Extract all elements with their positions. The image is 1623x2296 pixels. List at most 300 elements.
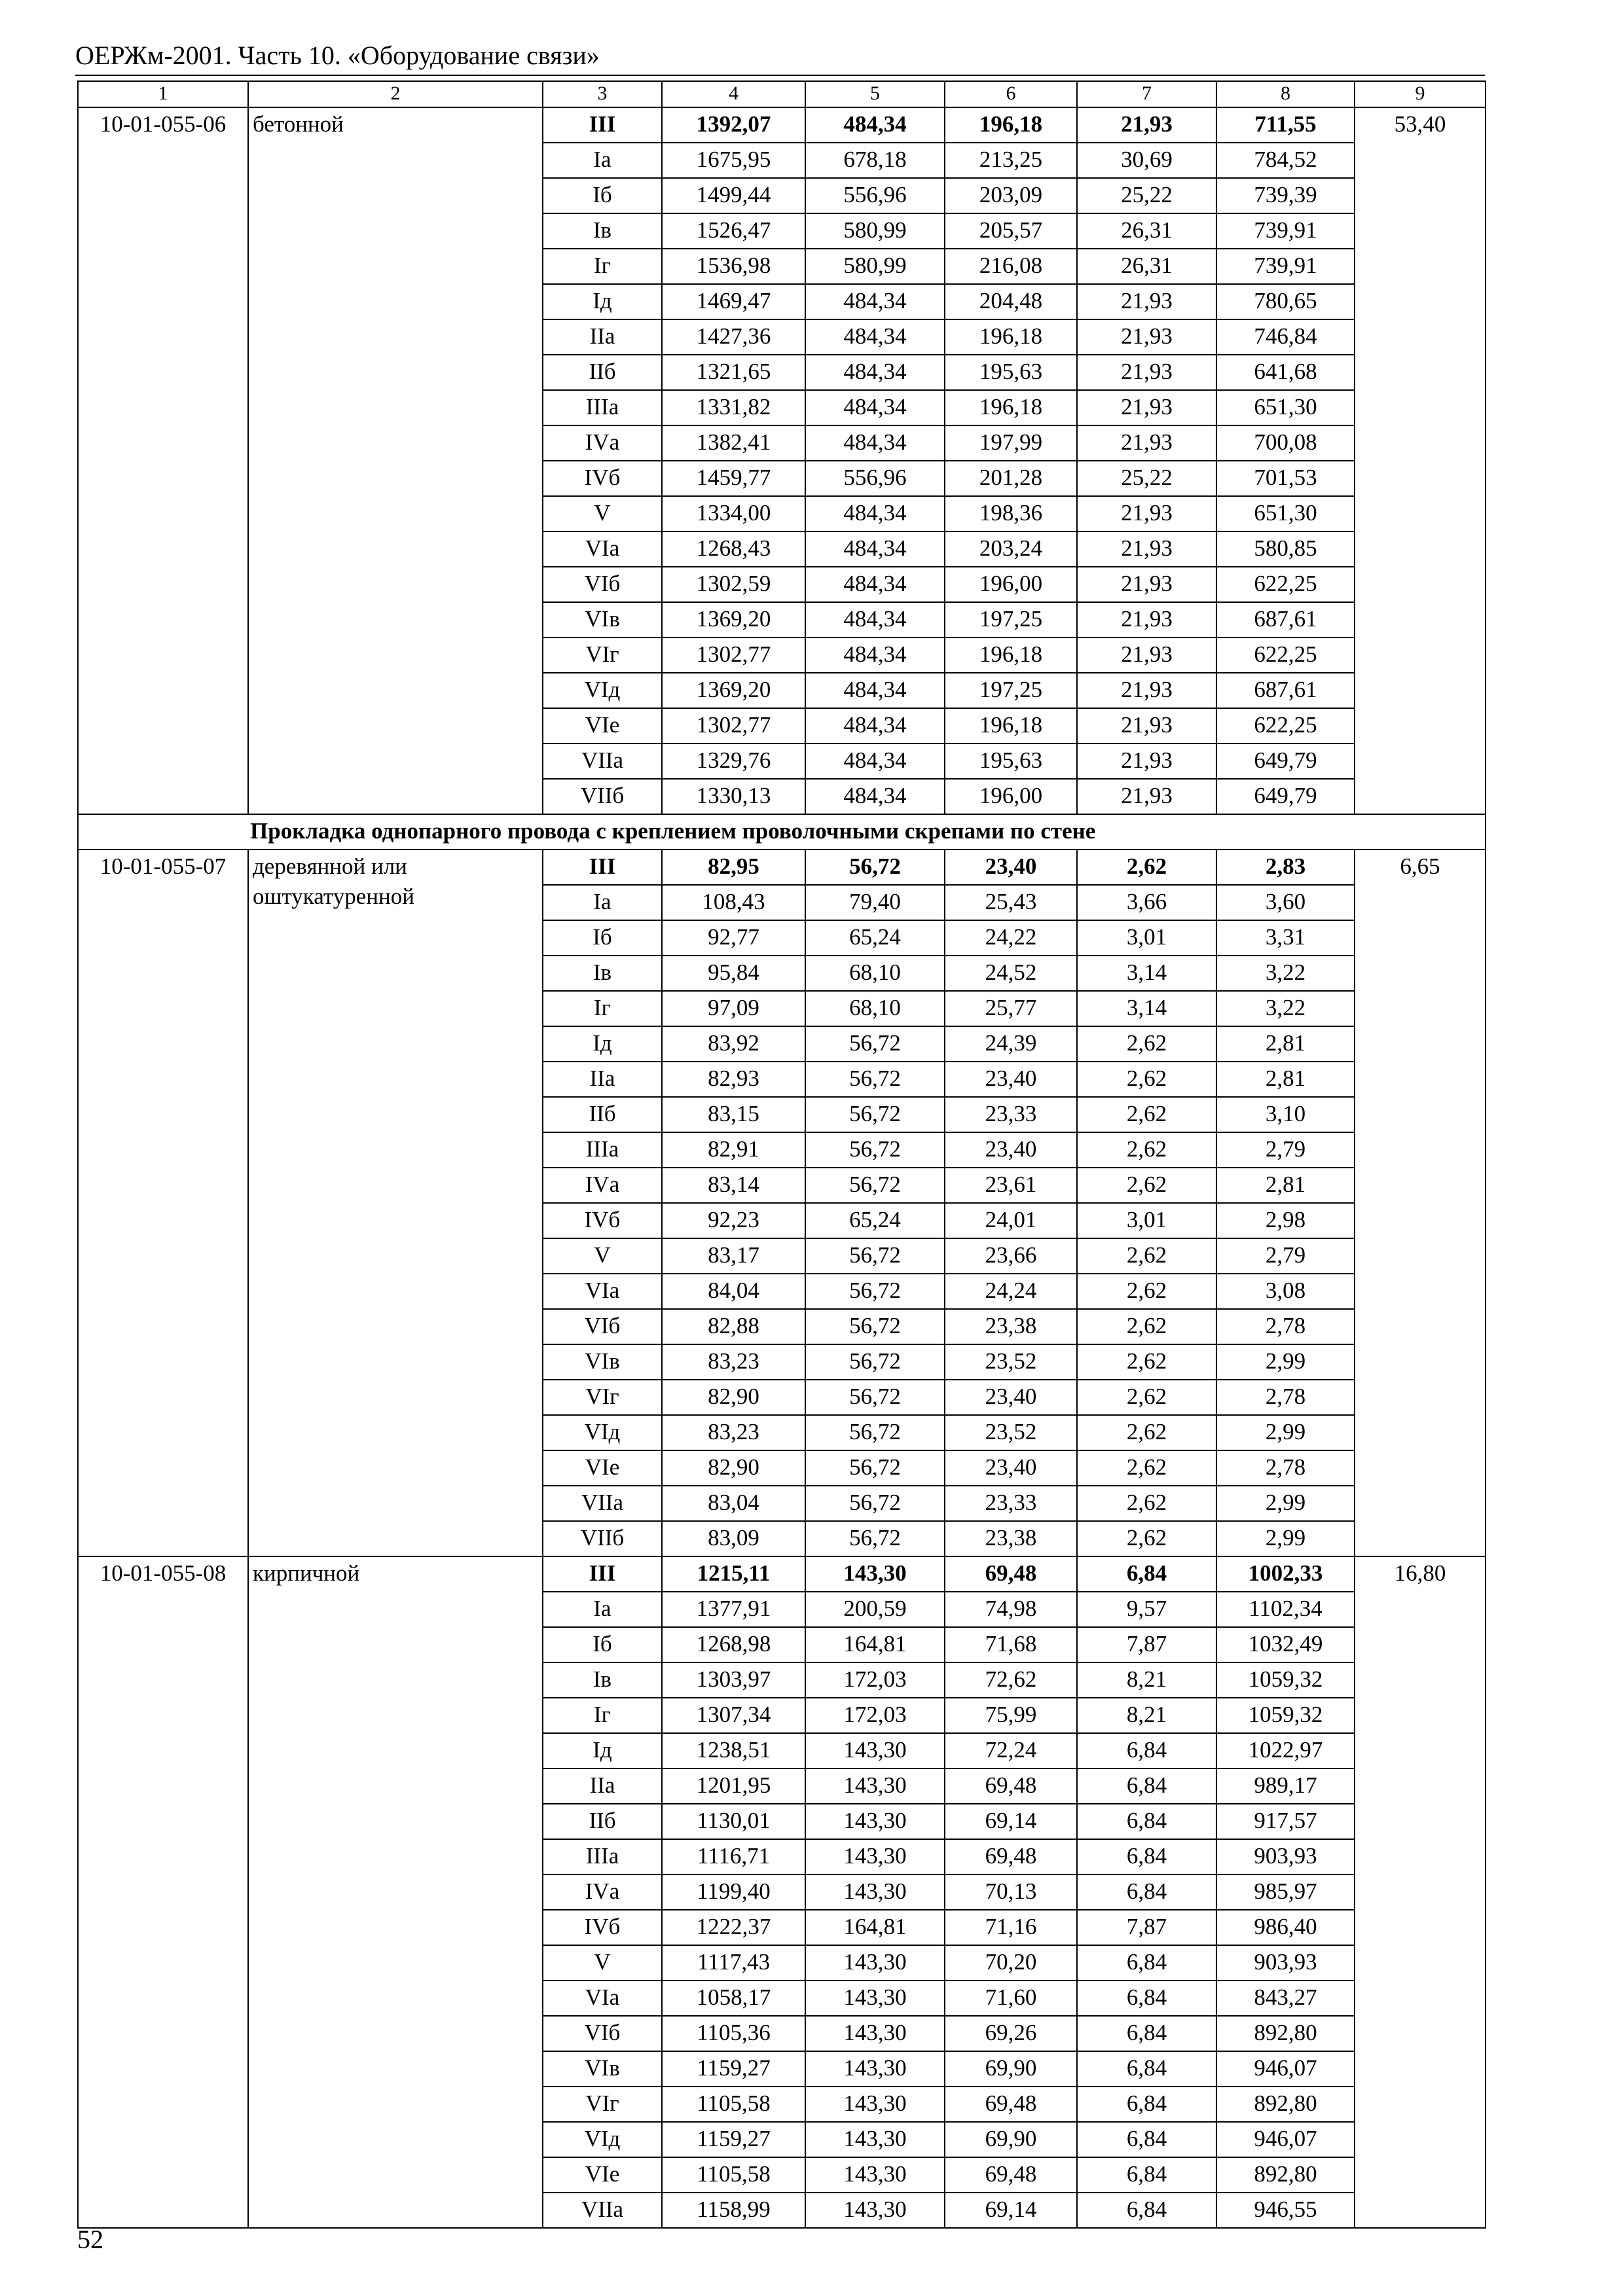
value-col4: 1238,51 [662,1733,805,1768]
region-code: IIIа [543,390,662,425]
value-col4: 1334,00 [662,496,805,531]
value-col8: 700,08 [1216,425,1355,461]
value-col6: 201,28 [945,461,1077,496]
value-col8: 3,60 [1216,885,1355,920]
value-col8: 892,80 [1216,2157,1355,2193]
value-col6: 196,00 [945,567,1077,602]
value-col5: 484,34 [805,355,945,390]
region-code: VIе [543,2157,662,2193]
region-code: VIе [543,708,662,744]
value-col7: 21,93 [1077,496,1216,531]
value-col6: 23,33 [945,1486,1077,1521]
value-col4: 1058,17 [662,1981,805,2016]
region-code: IVб [543,461,662,496]
value-col7: 26,31 [1077,249,1216,284]
section-heading-row [78,814,1486,850]
value-col8: 622,25 [1216,637,1355,673]
value-col7: 2,62 [1077,1238,1216,1274]
value-col6: 71,16 [945,1910,1077,1945]
region-code: Iд [543,284,662,319]
value-col8: 651,30 [1216,496,1355,531]
value-col5: 580,99 [805,249,945,284]
value-col6: 195,63 [945,744,1077,779]
region-code: III [543,850,662,885]
value-col6: 71,68 [945,1627,1077,1662]
value-col5: 200,59 [805,1592,945,1627]
value-col5: 484,34 [805,779,945,814]
region-code: IIIа [543,1132,662,1168]
value-col5: 143,30 [805,2051,945,2087]
value-col8: 3,22 [1216,956,1355,991]
value-col5: 68,10 [805,991,945,1026]
column-number-row [78,81,1486,107]
region-code: IIIа [543,1839,662,1874]
value-col7: 26,31 [1077,213,1216,249]
value-col4: 1117,43 [662,1945,805,1981]
value-col7: 2,62 [1077,1132,1216,1168]
table-body [78,81,1486,2228]
value-col6: 25,77 [945,991,1077,1026]
value-col8: 892,80 [1216,2087,1355,2122]
value-col5: 56,72 [805,1238,945,1274]
value-col5: 143,30 [805,1981,945,2016]
value-col5: 143,30 [805,2122,945,2157]
value-col7: 2,62 [1077,1521,1216,1556]
item-code: 10-01-055-07 [78,850,248,1556]
value-col4: 1469,47 [662,284,805,319]
value-col7: 2,62 [1077,1415,1216,1450]
value-col4: 83,09 [662,1521,805,1556]
value-col8: 946,07 [1216,2051,1355,2087]
value-col7: 6,84 [1077,1804,1216,1839]
value-col4: 1105,36 [662,2016,805,2051]
region-code: III [543,107,662,143]
value-col7: 21,93 [1077,779,1216,814]
region-code: IIа [543,1768,662,1804]
value-col4: 83,17 [662,1238,805,1274]
value-col8: 3,31 [1216,920,1355,956]
value-col5: 484,34 [805,107,945,143]
value-col6: 198,36 [945,496,1077,531]
region-code: VIв [543,2051,662,2087]
value-col4: 1302,77 [662,637,805,673]
value-col7: 6,84 [1077,1556,1216,1592]
value-col5: 484,34 [805,390,945,425]
value-col6: 196,18 [945,390,1077,425]
value-col8: 892,80 [1216,2016,1355,2051]
value-col6: 70,20 [945,1945,1077,1981]
value-col6: 70,13 [945,1874,1077,1910]
value-col7: 2,62 [1077,1097,1216,1132]
value-col4: 95,84 [662,956,805,991]
value-col5: 56,72 [805,1168,945,1203]
value-col7: 8,21 [1077,1662,1216,1698]
region-code: VIIб [543,779,662,814]
value-col4: 1307,34 [662,1698,805,1733]
value-col6: 203,24 [945,531,1077,567]
value-col8: 2,81 [1216,1062,1355,1097]
value-col6: 23,61 [945,1168,1077,1203]
value-col4: 83,04 [662,1486,805,1521]
value-col5: 143,30 [805,1768,945,1804]
value-col8: 2,78 [1216,1450,1355,1486]
region-code: IVа [543,1168,662,1203]
value-col7: 21,93 [1077,355,1216,390]
value-col6: 69,48 [945,1768,1077,1804]
value-col4: 1427,36 [662,319,805,355]
value-col4: 82,95 [662,850,805,885]
value-col4: 83,23 [662,1344,805,1380]
value-col7: 3,14 [1077,991,1216,1026]
value-col4: 97,09 [662,991,805,1026]
region-code: VIIа [543,1486,662,1521]
value-col6: 69,48 [945,1839,1077,1874]
region-code: VIIб [543,1521,662,1556]
value-col8: 2,99 [1216,1521,1355,1556]
value-col5: 164,81 [805,1910,945,1945]
value-col5: 678,18 [805,143,945,178]
region-code: VIб [543,567,662,602]
value-col6: 69,14 [945,1804,1077,1839]
value-col7: 6,84 [1077,2051,1216,2087]
value-col4: 1215,11 [662,1556,805,1592]
value-col5: 484,34 [805,744,945,779]
value-col6: 23,40 [945,1062,1077,1097]
value-col6: 23,66 [945,1238,1077,1274]
table-row [78,107,1486,143]
value-col5: 484,34 [805,496,945,531]
value-col7: 2,62 [1077,1450,1216,1486]
region-code: Iд [543,1026,662,1062]
header-rule [75,75,1485,76]
region-code: III [543,1556,662,1592]
value-col6: 23,40 [945,1380,1077,1415]
table-row [78,1556,1486,1592]
value-col4: 84,04 [662,1274,805,1309]
region-code: IIб [543,1097,662,1132]
region-code: Iб [543,1627,662,1662]
value-col8: 903,93 [1216,1839,1355,1874]
value-col6: 196,00 [945,779,1077,814]
value-col4: 1499,44 [662,178,805,213]
region-code: IVа [543,1874,662,1910]
column-number: 1 [78,81,248,107]
value-col8: 2,99 [1216,1344,1355,1380]
value-col8: 739,39 [1216,178,1355,213]
value-col5: 56,72 [805,1450,945,1486]
value-col5: 56,72 [805,1521,945,1556]
value-col6: 25,43 [945,885,1077,920]
value-col5: 56,72 [805,1097,945,1132]
value-col7: 6,84 [1077,2122,1216,2157]
value-col8: 711,55 [1216,107,1355,143]
value-col5: 164,81 [805,1627,945,1662]
value-col7: 6,84 [1077,1874,1216,1910]
value-col7: 2,62 [1077,1274,1216,1309]
value-col7: 6,84 [1077,2193,1216,2228]
item-code: 10-01-055-06 [78,107,248,814]
value-col6: 203,09 [945,178,1077,213]
value-col4: 1268,98 [662,1627,805,1662]
value-col8: 2,81 [1216,1168,1355,1203]
region-code: VIг [543,2087,662,2122]
value-col7: 2,62 [1077,1486,1216,1521]
value-col7: 21,93 [1077,531,1216,567]
item-code: 10-01-055-08 [78,1556,248,2228]
value-col5: 143,30 [805,1839,945,1874]
value-col9: 16,80 [1355,1556,1486,2228]
value-col8: 2,98 [1216,1203,1355,1238]
value-col7: 6,84 [1077,1945,1216,1981]
value-col8: 2,99 [1216,1415,1355,1450]
value-col4: 1302,77 [662,708,805,744]
value-col7: 21,93 [1077,708,1216,744]
column-number: 9 [1355,81,1486,107]
value-col6: 24,24 [945,1274,1077,1309]
value-col4: 1392,07 [662,107,805,143]
value-col8: 1102,34 [1216,1592,1355,1627]
value-col5: 172,03 [805,1698,945,1733]
value-col7: 7,87 [1077,1910,1216,1945]
value-col5: 484,34 [805,708,945,744]
value-col8: 1022,97 [1216,1733,1355,1768]
value-col6: 204,48 [945,284,1077,319]
value-col8: 2,83 [1216,850,1355,885]
page-header: ОЕРЖм-2001. Часть 10. «Оборудование связи» [75,41,600,70]
value-col6: 197,99 [945,425,1077,461]
value-col5: 484,34 [805,319,945,355]
item-name: деревянной или оштукатуренной [248,850,543,1556]
region-code: IIа [543,1062,662,1097]
value-col7: 2,62 [1077,1380,1216,1415]
value-col6: 213,25 [945,143,1077,178]
value-col6: 72,24 [945,1733,1077,1768]
region-code: VIа [543,531,662,567]
value-col6: 23,38 [945,1309,1077,1344]
value-col6: 24,39 [945,1026,1077,1062]
value-col4: 1116,71 [662,1839,805,1874]
region-code: Iд [543,1733,662,1768]
value-col4: 92,77 [662,920,805,956]
item-name: бетонной [248,107,543,814]
value-col5: 484,34 [805,425,945,461]
section-title: Прокладка однопарного провода с креплением проволочными скрепами по стене [78,814,1486,850]
value-col4: 82,90 [662,1380,805,1415]
value-col5: 484,34 [805,602,945,637]
value-col6: 71,60 [945,1981,1077,2016]
value-col7: 6,84 [1077,2016,1216,2051]
value-col5: 56,72 [805,1309,945,1344]
value-col6: 23,40 [945,850,1077,885]
value-col8: 2,79 [1216,1238,1355,1274]
value-col4: 83,23 [662,1415,805,1450]
region-code: Iг [543,249,662,284]
region-code: Iа [543,885,662,920]
value-col4: 1459,77 [662,461,805,496]
value-col5: 56,72 [805,1380,945,1415]
value-col5: 556,96 [805,461,945,496]
value-col6: 196,18 [945,708,1077,744]
column-number: 3 [543,81,662,107]
value-col8: 746,84 [1216,319,1355,355]
value-col8: 739,91 [1216,249,1355,284]
value-col6: 197,25 [945,602,1077,637]
value-col6: 74,98 [945,1592,1077,1627]
column-number: 2 [248,81,543,107]
value-col5: 56,72 [805,1344,945,1380]
value-col5: 556,96 [805,178,945,213]
value-col4: 1130,01 [662,1804,805,1839]
value-col7: 21,93 [1077,284,1216,319]
table-row [78,850,1486,885]
value-col4: 1303,97 [662,1662,805,1698]
value-col6: 23,40 [945,1132,1077,1168]
region-code: VIд [543,673,662,708]
region-code: Iа [543,143,662,178]
region-code: IVб [543,1203,662,1238]
region-code: VIв [543,1344,662,1380]
value-col7: 21,93 [1077,637,1216,673]
value-col6: 23,40 [945,1450,1077,1486]
value-col4: 1382,41 [662,425,805,461]
value-col5: 65,24 [805,920,945,956]
region-code: V [543,1945,662,1981]
region-code: Iв [543,213,662,249]
value-col7: 2,62 [1077,1309,1216,1344]
value-col7: 21,93 [1077,567,1216,602]
value-col5: 56,72 [805,1486,945,1521]
value-col8: 780,65 [1216,284,1355,319]
value-col8: 701,53 [1216,461,1355,496]
page-number: 52 [77,2225,103,2254]
column-number: 6 [945,81,1077,107]
value-col6: 23,38 [945,1521,1077,1556]
value-col8: 917,57 [1216,1804,1355,1839]
value-col6: 23,33 [945,1097,1077,1132]
value-col8: 903,93 [1216,1945,1355,1981]
value-col7: 3,01 [1077,1203,1216,1238]
value-col6: 69,48 [945,2157,1077,2193]
value-col6: 23,52 [945,1344,1077,1380]
value-col6: 196,18 [945,319,1077,355]
value-col5: 143,30 [805,2016,945,2051]
value-col8: 3,22 [1216,991,1355,1026]
value-col8: 649,79 [1216,744,1355,779]
value-col8: 843,27 [1216,1981,1355,2016]
value-col8: 986,40 [1216,1910,1355,1945]
value-col7: 21,93 [1077,673,1216,708]
value-col5: 56,72 [805,1026,945,1062]
value-col6: 23,52 [945,1415,1077,1450]
region-code: VIд [543,2122,662,2157]
value-col8: 2,99 [1216,1486,1355,1521]
value-col6: 24,01 [945,1203,1077,1238]
value-col7: 9,57 [1077,1592,1216,1627]
value-col6: 69,14 [945,2193,1077,2228]
region-code: Iв [543,956,662,991]
region-code: VIг [543,1380,662,1415]
value-col4: 1201,95 [662,1768,805,1804]
region-code: Iб [543,920,662,956]
value-col7: 6,84 [1077,2157,1216,2193]
value-col4: 1199,40 [662,1874,805,1910]
value-col6: 216,08 [945,249,1077,284]
value-col5: 143,30 [805,1556,945,1592]
value-col5: 56,72 [805,1062,945,1097]
value-col7: 30,69 [1077,143,1216,178]
value-col4: 1105,58 [662,2157,805,2193]
value-col8: 739,91 [1216,213,1355,249]
value-col4: 83,15 [662,1097,805,1132]
value-col4: 83,14 [662,1168,805,1203]
value-col4: 1369,20 [662,602,805,637]
value-col4: 1321,65 [662,355,805,390]
value-col7: 21,93 [1077,107,1216,143]
value-col4: 1526,47 [662,213,805,249]
value-col7: 6,84 [1077,1981,1216,2016]
value-col7: 2,62 [1077,850,1216,885]
value-col8: 2,78 [1216,1380,1355,1415]
value-col9: 53,40 [1355,107,1486,814]
value-col6: 196,18 [945,107,1077,143]
value-col4: 1222,37 [662,1910,805,1945]
value-col8: 622,25 [1216,708,1355,744]
value-col5: 65,24 [805,1203,945,1238]
value-col5: 143,30 [805,2087,945,2122]
value-col5: 143,30 [805,1945,945,1981]
region-code: Iа [543,1592,662,1627]
region-code: VIв [543,602,662,637]
value-col6: 75,99 [945,1698,1077,1733]
value-col6: 197,25 [945,673,1077,708]
value-col7: 2,62 [1077,1026,1216,1062]
value-col4: 1331,82 [662,390,805,425]
value-col6: 24,22 [945,920,1077,956]
value-col7: 6,84 [1077,1839,1216,1874]
value-col8: 2,78 [1216,1309,1355,1344]
value-col7: 3,01 [1077,920,1216,956]
value-col5: 484,34 [805,284,945,319]
value-col4: 82,90 [662,1450,805,1486]
value-col8: 687,61 [1216,602,1355,637]
value-col6: 69,48 [945,2087,1077,2122]
value-col4: 1159,27 [662,2051,805,2087]
region-code: VIг [543,637,662,673]
value-col8: 946,55 [1216,2193,1355,2228]
value-col4: 82,88 [662,1309,805,1344]
value-col8: 989,17 [1216,1768,1355,1804]
region-code: VIе [543,1450,662,1486]
value-col7: 21,93 [1077,602,1216,637]
value-col5: 580,99 [805,213,945,249]
value-col8: 651,30 [1216,390,1355,425]
region-code: VIа [543,1981,662,2016]
value-col5: 68,10 [805,956,945,991]
value-col7: 3,66 [1077,885,1216,920]
value-col5: 484,34 [805,673,945,708]
value-col9: 6,65 [1355,850,1486,1556]
value-col5: 484,34 [805,637,945,673]
value-col8: 3,08 [1216,1274,1355,1309]
value-col5: 143,30 [805,2157,945,2193]
region-code: Iб [543,178,662,213]
region-code: IIб [543,1804,662,1839]
value-col7: 25,22 [1077,461,1216,496]
value-col8: 3,10 [1216,1097,1355,1132]
value-col8: 622,25 [1216,567,1355,602]
region-code: VIIа [543,744,662,779]
region-code: V [543,1238,662,1274]
